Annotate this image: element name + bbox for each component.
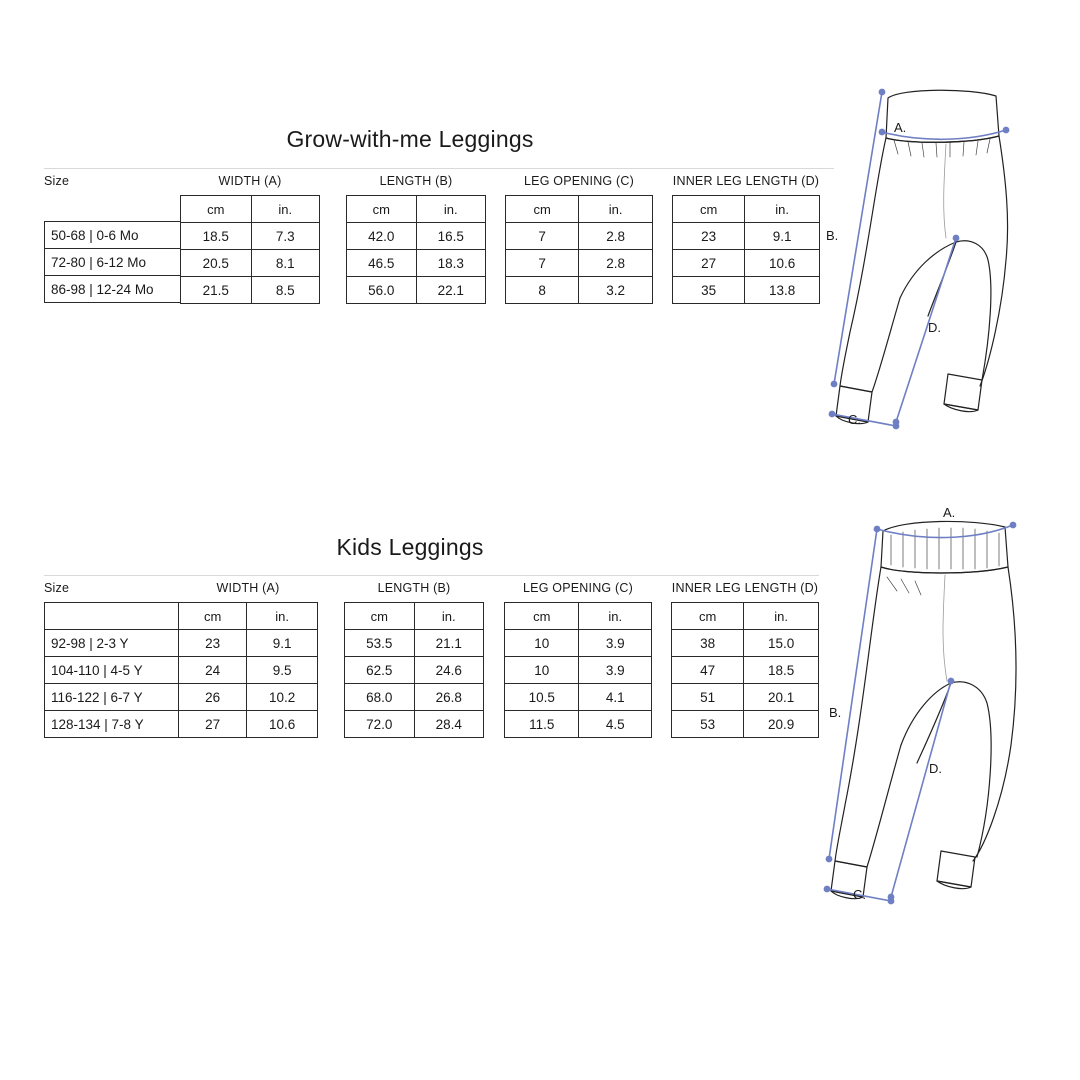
table-cell: 21.5 [181, 277, 252, 304]
divider-top-kids [44, 575, 819, 576]
table-cell: 7 [506, 223, 579, 250]
illustration-kids-leggings [805, 505, 1060, 925]
table-cell: 10.6 [745, 250, 820, 277]
table-row: 50-68 | 0-6 Mo [45, 222, 192, 249]
table-cell: 21.1 [414, 630, 484, 657]
table-kids-width [178, 582, 318, 738]
group-header-inner-leg-length: INNER LEG LENGTH (D) [671, 581, 819, 595]
unit-header-cm: cm [179, 603, 247, 630]
blank-header-cell [45, 195, 192, 222]
illustration-grow-with-me-leggings [810, 70, 1060, 450]
table-grow-width [180, 175, 320, 304]
unit-header-in: in. [251, 196, 319, 223]
column-header-size: Size [44, 174, 70, 188]
table-cell: 7.3 [251, 223, 319, 250]
unit-header-cm: cm [506, 196, 579, 223]
table-cell: 8.1 [251, 250, 319, 277]
table-cell: 24 [179, 657, 247, 684]
table-cell: 28.4 [414, 711, 484, 738]
table-cell: 24.6 [414, 657, 484, 684]
table-grow-inner [672, 175, 820, 304]
table-cell: 26.8 [414, 684, 484, 711]
table-cell: 51 [672, 684, 744, 711]
table-row: 104-110 | 4-5 Y [45, 657, 184, 684]
table-cell: 2.8 [579, 223, 653, 250]
table-cell: 3.2 [579, 277, 653, 304]
table-cell: 4.1 [579, 684, 652, 711]
dim-label-c: C. [853, 887, 866, 902]
divider-top-grow [44, 168, 834, 169]
unit-header-cm: cm [181, 196, 252, 223]
table-cell: 18.3 [416, 250, 486, 277]
unit-header-in: in. [745, 196, 820, 223]
unit-header-cm: cm [345, 603, 415, 630]
table-cell: 62.5 [345, 657, 415, 684]
table-cell: 26 [179, 684, 247, 711]
table-cell: 15.0 [744, 630, 819, 657]
table-cell: 8 [506, 277, 579, 304]
dim-label-a: A. [894, 120, 907, 135]
unit-header-in: in. [579, 196, 653, 223]
dim-label-b: B. [829, 705, 842, 720]
table-row: 86-98 | 12-24 Mo [45, 276, 192, 303]
group-header-leg-opening: LEG OPENING (C) [524, 174, 634, 188]
group-header-inner-leg-length: INNER LEG LENGTH (D) [672, 174, 820, 188]
table-cell: 23 [673, 223, 745, 250]
table-cell: 7 [506, 250, 579, 277]
table-cell: 46.5 [347, 250, 417, 277]
table-cell: 20.9 [744, 711, 819, 738]
table-cell: 27 [179, 711, 247, 738]
table-cell: 13.8 [745, 277, 820, 304]
unit-header-in: in. [579, 603, 652, 630]
table-cell: 72.0 [345, 711, 415, 738]
unit-header-in: in. [744, 603, 819, 630]
dim-label-d: D. [928, 320, 941, 335]
table-cell: 38 [672, 630, 744, 657]
table-cell: 22.1 [416, 277, 486, 304]
table-cell: 35 [673, 277, 745, 304]
table-row: 116-122 | 6-7 Y [45, 684, 184, 711]
dim-label-b: B. [826, 228, 839, 243]
table-cell: 68.0 [345, 684, 415, 711]
unit-header-cm: cm [505, 603, 579, 630]
table-grow-length [346, 175, 486, 304]
table-kids-inner [671, 582, 819, 738]
table-row: 72-80 | 6-12 Mo [45, 249, 192, 276]
table-cell: 3.9 [579, 657, 652, 684]
table-kids-size [44, 582, 184, 738]
table-cell: 56.0 [347, 277, 417, 304]
group-header-length: LENGTH (B) [377, 581, 451, 595]
table-grow-opening [505, 175, 653, 304]
table-cell: 10 [505, 657, 579, 684]
table-cell: 23 [179, 630, 247, 657]
table-cell: 9.5 [247, 657, 318, 684]
table-kids-opening [504, 582, 652, 738]
table-cell: 53.5 [345, 630, 415, 657]
table-cell: 20.5 [181, 250, 252, 277]
dim-label-c: C. [848, 412, 861, 427]
table-kids-length [344, 582, 484, 738]
section-grow-with-me [0, 0, 1080, 470]
table-cell: 9.1 [745, 223, 820, 250]
column-header-size: Size [44, 581, 70, 595]
table-cell: 18.5 [744, 657, 819, 684]
table-cell: 10.5 [505, 684, 579, 711]
table-grow-size [44, 175, 192, 303]
group-header-leg-opening: LEG OPENING (C) [523, 581, 633, 595]
table-cell: 42.0 [347, 223, 417, 250]
table-cell: 16.5 [416, 223, 486, 250]
page-title-kids: Kids Leggings [336, 534, 484, 560]
dim-label-a: A. [943, 505, 956, 520]
group-header-width: WIDTH (A) [216, 581, 280, 595]
table-cell: 47 [672, 657, 744, 684]
page-title-grow: Grow-with-me Leggings [286, 126, 534, 152]
table-row: 92-98 | 2-3 Y [45, 630, 184, 657]
dim-label-d: D. [929, 761, 942, 776]
table-cell: 2.8 [579, 250, 653, 277]
unit-header-cm: cm [347, 196, 417, 223]
table-cell: 10 [505, 630, 579, 657]
group-header-width: WIDTH (A) [218, 174, 282, 188]
table-cell: 20.1 [744, 684, 819, 711]
unit-header-in: in. [247, 603, 318, 630]
unit-header-cm: cm [673, 196, 745, 223]
table-cell: 9.1 [247, 630, 318, 657]
table-cell: 10.6 [247, 711, 318, 738]
table-cell: 18.5 [181, 223, 252, 250]
table-cell: 4.5 [579, 711, 652, 738]
unit-header-in: in. [416, 196, 486, 223]
unit-header-in: in. [414, 603, 484, 630]
table-cell: 3.9 [579, 630, 652, 657]
table-row: 128-134 | 7-8 Y [45, 711, 184, 738]
table-cell: 27 [673, 250, 745, 277]
table-cell: 10.2 [247, 684, 318, 711]
group-header-length: LENGTH (B) [379, 174, 453, 188]
table-cell: 53 [672, 711, 744, 738]
section-kids [0, 470, 1080, 950]
table-cell: 8.5 [251, 277, 319, 304]
unit-header-cm: cm [672, 603, 744, 630]
table-cell: 11.5 [505, 711, 579, 738]
blank-header-cell [45, 603, 184, 630]
